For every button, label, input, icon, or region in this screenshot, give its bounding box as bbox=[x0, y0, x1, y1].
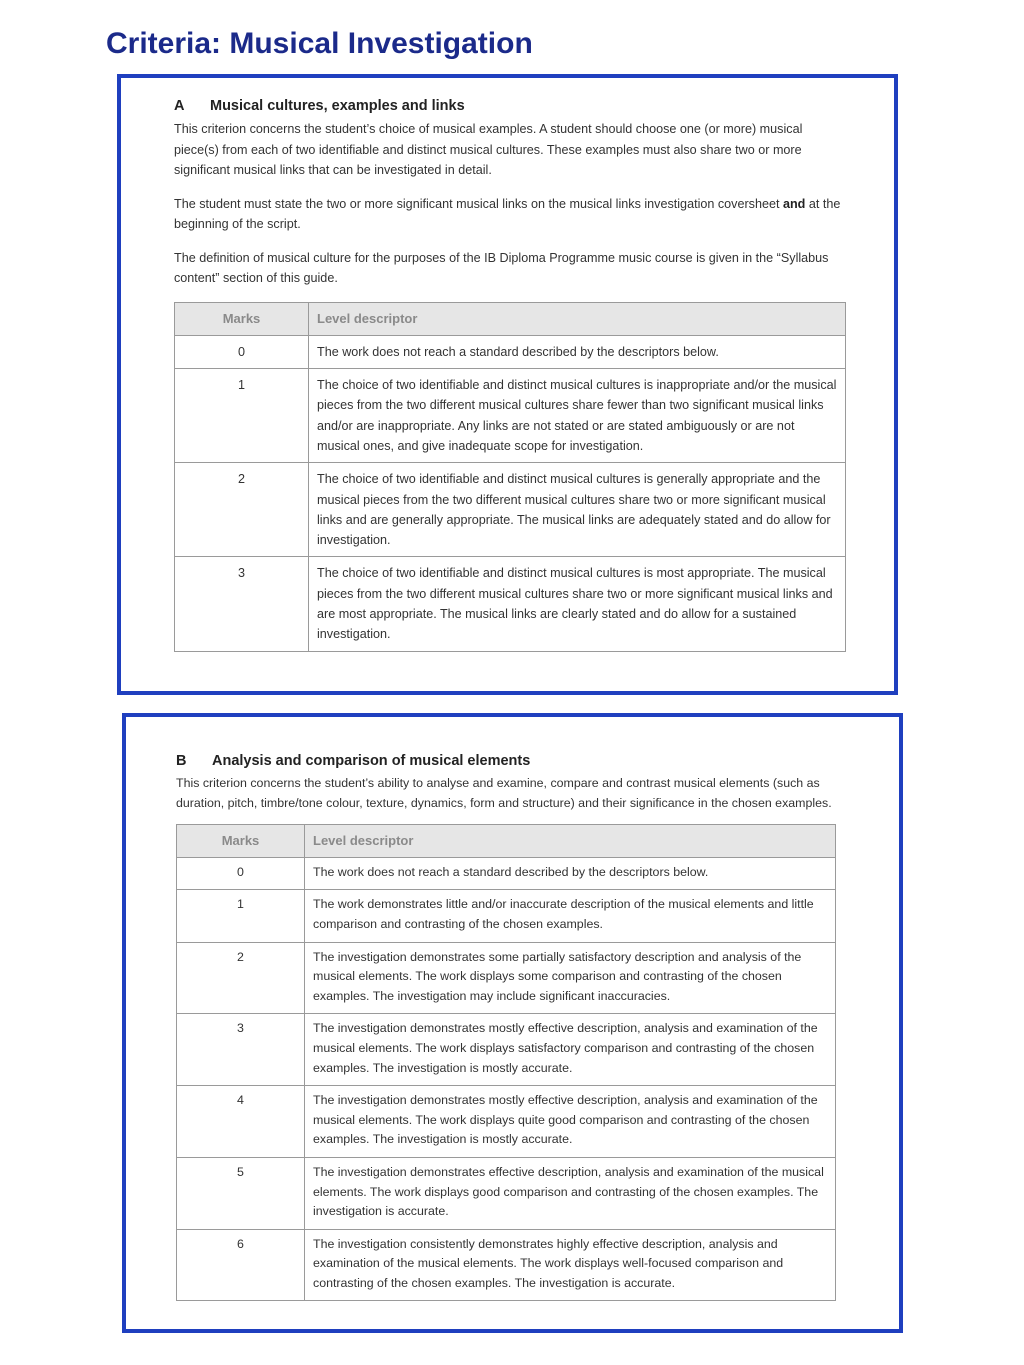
slide-title: Criteria: Musical Investigation bbox=[106, 27, 533, 60]
level-descriptor-header: Level descriptor bbox=[305, 825, 836, 858]
marks-header: Marks bbox=[175, 302, 309, 335]
descriptor-cell: The investigation demonstrates mostly effective description, analysis and examination of the musical elements. The work displays satisfactory comparison and contrasting of the chosen examples. The investigation is mostly accurate. bbox=[305, 1014, 836, 1086]
table-row bbox=[177, 890, 836, 942]
table-row bbox=[175, 335, 846, 368]
criterion-a-panel bbox=[117, 74, 898, 695]
marks-header: Marks bbox=[177, 825, 305, 858]
table-row bbox=[177, 1014, 836, 1086]
criterion-b-content bbox=[176, 753, 836, 1301]
table-row bbox=[175, 369, 846, 463]
descriptor-cell: The investigation consistently demonstrates highly effective description, analysis and examination of the musical elements. The work displays well-focused comparison and contrasting of the chosen examples. The investigation is accurate. bbox=[305, 1229, 836, 1301]
table-row bbox=[177, 1229, 836, 1301]
criterion-a-intro: This criterion concerns the student’s choice of musical examples. A student should choose one (or more) musical piece(s) from each of two identifiable and distinct musical cultures. These examples must also share two or more significant musical links that can be investigated in detail. bbox=[174, 122, 803, 177]
mark-cell: 5 bbox=[177, 1157, 305, 1229]
mark-cell: 4 bbox=[177, 1086, 305, 1158]
table-row bbox=[177, 942, 836, 1014]
criterion-a-statement-start: The student must state the two or more significant musical links on the musical links investigation coversheet bbox=[174, 196, 780, 211]
descriptor-cell: The work demonstrates little and/or inaccurate description of the musical elements and little comparison and contrasting of the chosen examples. bbox=[305, 890, 836, 942]
table-header-row bbox=[175, 302, 846, 335]
criterion-a-statement-end: at the beginning of the script. bbox=[174, 196, 841, 231]
criterion-b-intro: This criterion concerns the student’s ability to analyse and examine, compare and contrast musical elements (such as duration, pitch, timbre/tone colour, texture, dynamics, form and structure) and their significance in the chosen examples. bbox=[176, 776, 832, 810]
descriptor-cell: The choice of two identifiable and distinct musical cultures is inappropriate and/or the musical pieces from the two different musical cultures share fewer than two significant musical links and/or are inappropriate. Any links are not stated or are stated ambiguously or are not musical ones, and give inadequate scope for investigation. bbox=[309, 369, 846, 463]
criterion-b-table bbox=[176, 824, 836, 1301]
mark-cell: 0 bbox=[175, 335, 309, 368]
mark-cell: 2 bbox=[175, 463, 309, 557]
table-row bbox=[175, 557, 846, 651]
table-header-row bbox=[177, 825, 836, 858]
criterion-a-heading bbox=[174, 98, 846, 114]
criterion-b-panel bbox=[122, 713, 903, 1333]
mark-cell: 0 bbox=[177, 857, 305, 890]
criterion-a-statement bbox=[174, 194, 846, 235]
mark-cell: 1 bbox=[175, 369, 309, 463]
mark-cell: 1 bbox=[177, 890, 305, 942]
criterion-b-heading bbox=[176, 753, 836, 769]
criterion-a-statement-bold: and bbox=[782, 196, 806, 211]
descriptor-cell: The investigation demonstrates mostly effective description, analysis and examination of the musical elements. The work displays quite good comparison and contrasting of the chosen examples. The investigation is mostly accurate. bbox=[305, 1086, 836, 1158]
descriptor-cell: The investigation demonstrates some partially satisfactory description and analysis of the musical elements. The work displays some comparison and contrasting of the chosen examples. The investigation may include significant inaccuracies. bbox=[305, 942, 836, 1014]
mark-cell: 3 bbox=[175, 557, 309, 651]
criterion-a-letter: A bbox=[174, 98, 185, 114]
criterion-a-definition: The definition of musical culture for the purposes of the IB Diploma Programme music course is given in the “Syllabus content” section of this guide. bbox=[174, 250, 829, 285]
criterion-b-title: Analysis and comparison of musical elements bbox=[212, 753, 531, 769]
descriptor-cell: The work does not reach a standard described by the descriptors below. bbox=[309, 335, 846, 368]
criterion-a-title: Musical cultures, examples and links bbox=[210, 98, 465, 114]
table-row bbox=[175, 463, 846, 557]
mark-cell: 6 bbox=[177, 1229, 305, 1301]
table-row bbox=[177, 857, 836, 890]
table-row bbox=[177, 1157, 836, 1229]
descriptor-cell: The choice of two identifiable and distinct musical cultures is most appropriate. The musical pieces from the two different musical cultures share two or more significant musical links and are most appropriate. The musical links are clearly stated and do allow for a sustained investigation. bbox=[309, 557, 846, 651]
descriptor-cell: The investigation demonstrates effective description, analysis and examination of the musical elements. The work displays good comparison and contrasting of the chosen examples. The investigation is accurate. bbox=[305, 1157, 836, 1229]
level-descriptor-header: Level descriptor bbox=[309, 302, 846, 335]
table-row bbox=[177, 1086, 836, 1158]
mark-cell: 3 bbox=[177, 1014, 305, 1086]
criterion-a-content bbox=[174, 98, 846, 652]
mark-cell: 2 bbox=[177, 942, 305, 1014]
descriptor-cell: The choice of two identifiable and distinct musical cultures is generally appropriate and the musical pieces from the two different musical cultures share two or more significant musical links and are generally appropriate. The musical links are adequately stated and do allow for investigation. bbox=[309, 463, 846, 557]
descriptor-cell: The work does not reach a standard described by the descriptors below. bbox=[305, 857, 836, 890]
criterion-b-letter: B bbox=[176, 753, 187, 769]
criterion-a-table bbox=[174, 302, 846, 652]
